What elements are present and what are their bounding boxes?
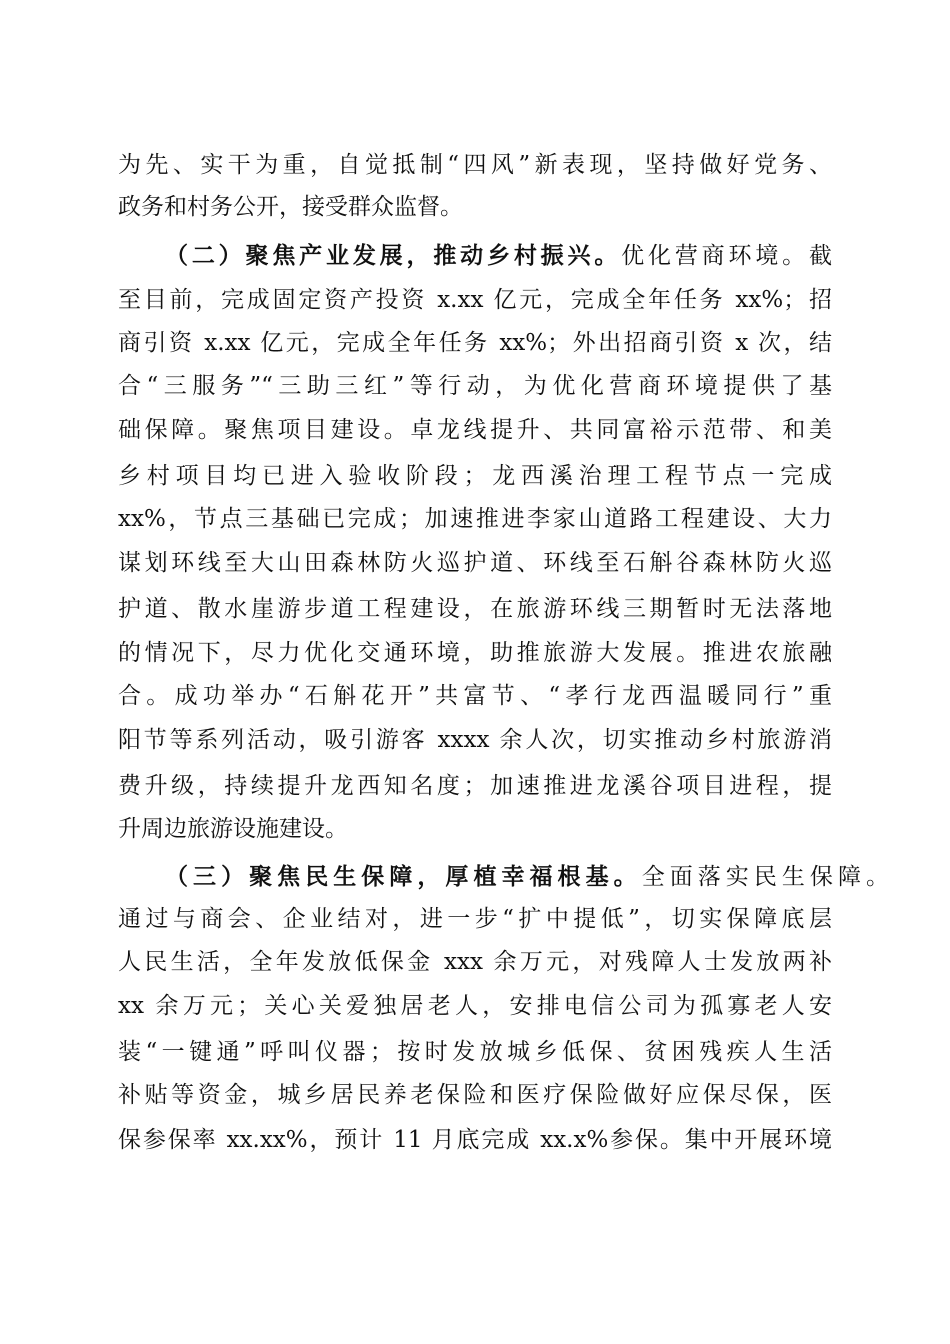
text-line-22: 补贴等资金，城乡居民养老保险和医疗保险做好应保尽保，医 <box>118 1082 832 1108</box>
text-line-14: 阳节等系列活动，吸引游客 xxxx 余人次，切实推动乡村旅游消 <box>118 727 832 753</box>
section-heading-three: （三）聚焦民生保障，厚植幸福根基。 <box>165 863 642 890</box>
text-line-21: 装“一键通”呼叫仪器；按时发放城乡低保、贫困残疾人生活 <box>118 1039 832 1065</box>
paragraph-three-first-line <box>165 857 889 897</box>
text-line-16: 升周边旅游设施建设。 <box>118 816 348 842</box>
paragraph-two-first-line <box>165 236 832 276</box>
text-line-10: 谋划环线至大山田森林防火巡护道、环线至石斛谷森林防火巡 <box>118 550 832 576</box>
text-line-18: 通过与商会、企业结对，进一步“扩中提低”，切实保障底层 <box>118 906 832 932</box>
text-line-3-rest: 优化营商环境。截 <box>621 243 833 269</box>
text-line-12: 的情况下，尽力优化交通环境，助推旅游大发展。推进农旅融 <box>118 640 832 666</box>
text-line-20: xx 余万元；关心关爱独居老人，安排电信公司为孤寡老人安 <box>118 993 832 1019</box>
text-line-19: 人民生活，全年发放低保金 xxx 余万元，对残障人士发放两补 <box>118 949 832 975</box>
text-line-9: xx%，节点三基础已完成；加速推进李家山道路工程建设、大力 <box>118 506 832 532</box>
text-line-11: 护道、散水崖游步道工程建设，在旅游环线三期暂时无法落地 <box>118 596 832 622</box>
text-line-5: 商引资 x.xx 亿元，完成全年任务 xx%；外出招商引资 x 次，结 <box>118 330 832 356</box>
text-line-15: 费升级，持续提升龙西知名度；加速推进龙溪谷项目进程，提 <box>118 773 832 799</box>
text-line-2: 政务和村务公开，接受群众监督。 <box>118 194 463 220</box>
text-line-17-rest: 全面落实民生保障。 <box>641 864 890 890</box>
section-heading-two: （二）聚焦产业发展，推动乡村振兴。 <box>165 242 622 269</box>
text-line-8: 乡村项目均已进入验收阶段；龙西溪治理工程节点一完成 <box>118 463 832 489</box>
text-line-7: 础保障。聚焦项目建设。卓龙线提升、共同富裕示范带、和美 <box>118 417 832 443</box>
text-line-6: 合“三服务”“三助三红”等行动，为优化营商环境提供了基 <box>118 373 832 399</box>
text-line-1: 为先、实干为重，自觉抵制“四风”新表现，坚持做好党务、 <box>118 152 832 178</box>
text-line-23: 保参保率 xx.xx%，预计 11 月底完成 xx.x%参保。集中开展环境 <box>118 1127 832 1153</box>
text-line-13: 合。成功举办“石斛花开”共富节、“孝行龙西温暖同行”重 <box>118 683 832 709</box>
text-line-4: 至目前，完成固定资产投资 x.xx 亿元，完成全年任务 xx%；招 <box>118 287 832 313</box>
